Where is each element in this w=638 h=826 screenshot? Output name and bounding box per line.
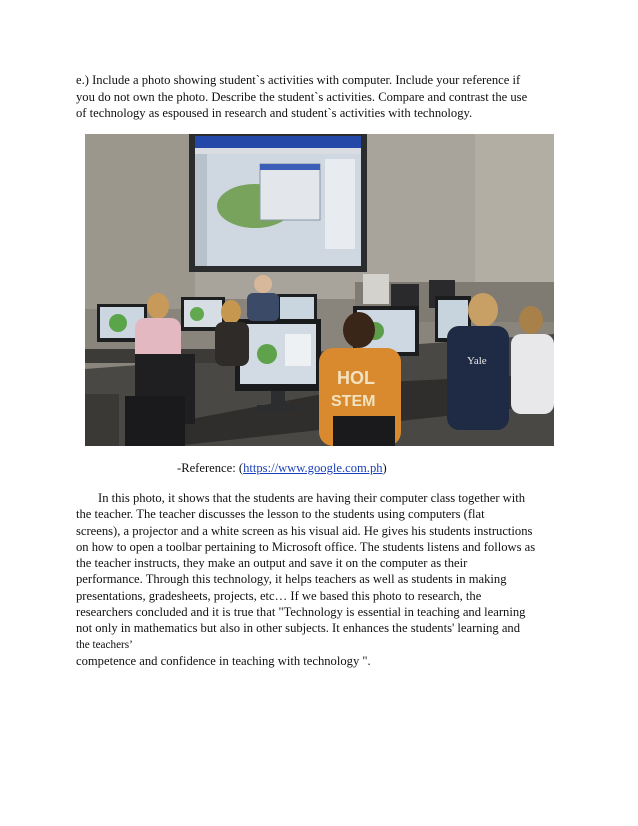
paragraph-line: the teacher. The teacher discusses the lesson to the students using computers (flat	[76, 507, 485, 522]
shirt-text: STEM	[331, 393, 376, 410]
paragraph-line: presentations, gradesheets, projects, etc… If we based this photo to research, the	[76, 588, 482, 603]
paragraph-line: screens), a projector and a white screen as his visual aid. He gives his students instructions	[76, 523, 533, 538]
paragraph-line: performance. Through this technology, it helps teachers as well as students in making	[76, 572, 507, 587]
reference-suffix: )	[382, 461, 387, 475]
paragraph-line-rest: competence and confidence in teaching with technology ".	[76, 653, 371, 668]
paragraph-line: the teacher instructs, they make an output and save it on the computer as their	[76, 556, 468, 571]
paragraph-line	[76, 637, 568, 670]
assignment-prompt	[76, 72, 566, 122]
shirt-text: HOL	[337, 368, 375, 388]
reference-line	[177, 461, 387, 476]
description-paragraph	[76, 490, 568, 669]
classroom-photo	[85, 134, 554, 446]
shirt-text: Yale	[467, 355, 487, 367]
projector-screen	[189, 134, 367, 272]
prompt-line: you do not own the photo. Describe the student`s activities. Compare and contrast the use	[76, 89, 528, 104]
paragraph-line: not only in mathematics but also in other subjects. It enhances the students' learning and	[76, 621, 520, 636]
paragraph-line: on how to open a toolbar pertaining to Microsoft office. The students listens and follows as	[76, 539, 536, 554]
paragraph-line-small: the teachers’	[76, 638, 133, 651]
reference-link[interactable]: https://www.google.com.ph	[243, 461, 383, 475]
reference-prefix: -Reference: (	[177, 461, 244, 475]
paragraph-line: researchers concluded and it is true that "Technology is essential in teaching and learning	[76, 605, 526, 620]
prompt-line: e.) Include a photo showing student`s activities with computer. Include your reference if	[76, 73, 521, 87]
paragraph-line: In this photo, it shows that the students are having their computer class together with	[98, 491, 526, 505]
prompt-line: of technology as espoused in research and student`s activities with technology.	[76, 106, 473, 120]
